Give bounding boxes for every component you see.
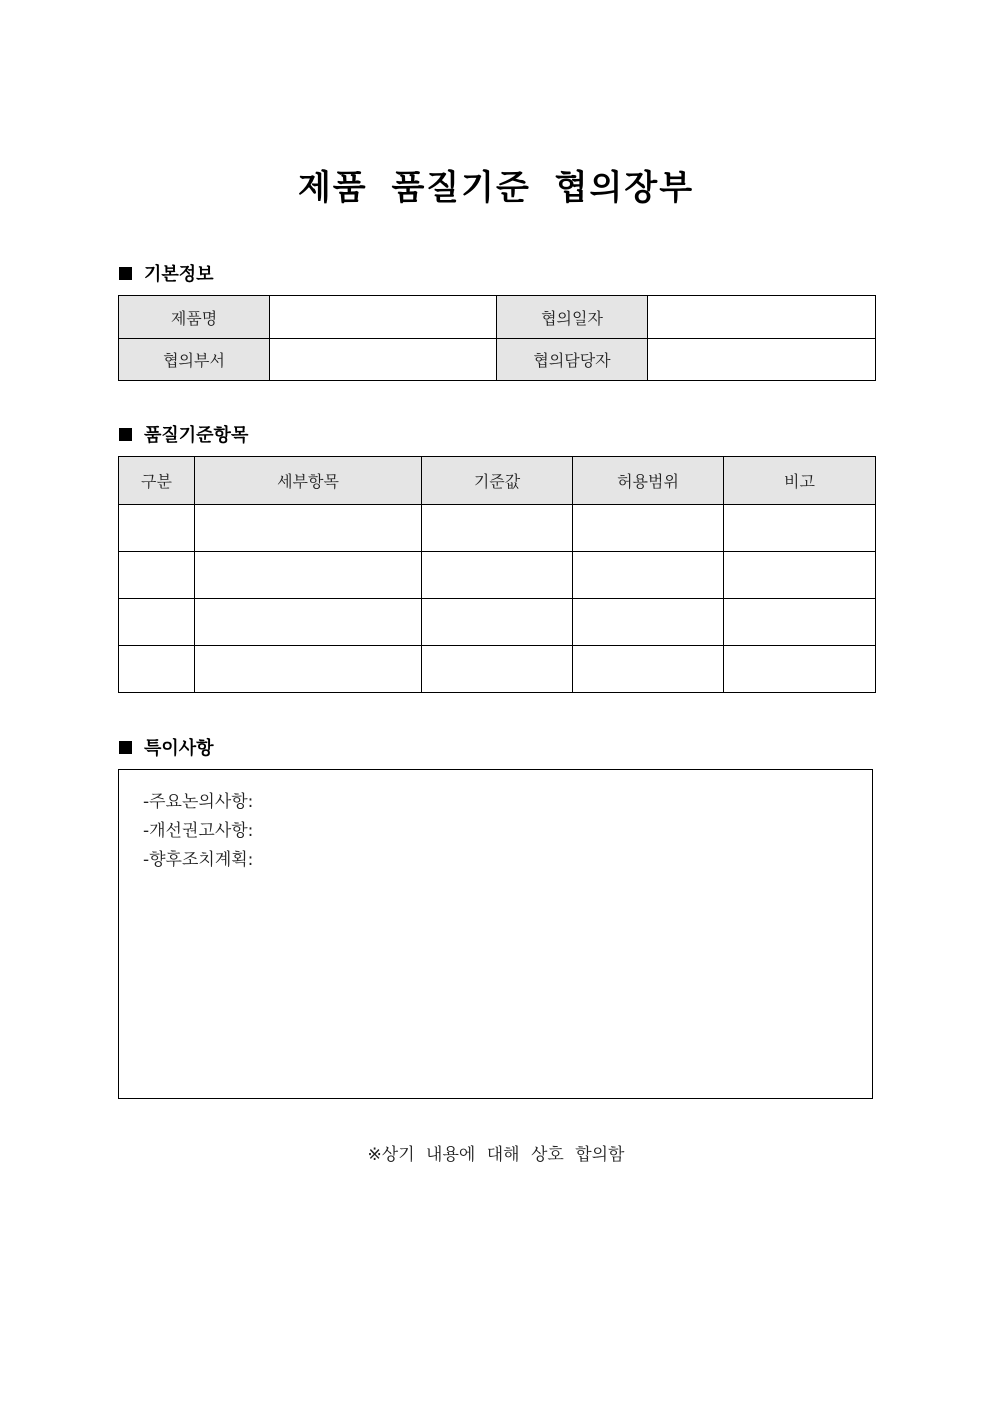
table-row — [119, 505, 876, 552]
document-title: 제품 품질기준 협의장부 — [297, 168, 695, 208]
table-row — [119, 339, 876, 381]
square-bullet-icon — [119, 267, 132, 280]
agreement-footer: ※상기 내용에 대해 상호 합의함 — [367, 1145, 625, 1165]
section-heading-remarks — [119, 734, 214, 760]
table-cell[interactable] — [724, 646, 876, 693]
section-heading-label: 특이사항 — [144, 738, 214, 759]
consult-manager-label: 협의담당자 — [497, 339, 648, 381]
table-cell[interactable] — [422, 552, 573, 599]
table-cell[interactable] — [119, 505, 195, 552]
table-cell[interactable] — [119, 646, 195, 693]
table-row — [119, 296, 876, 339]
table-cell[interactable] — [422, 599, 573, 646]
table-cell[interactable] — [195, 599, 422, 646]
table-cell[interactable] — [573, 599, 724, 646]
table-cell[interactable] — [724, 505, 876, 552]
table-header-row — [119, 457, 876, 505]
table-row — [119, 646, 876, 693]
table-row — [119, 552, 876, 599]
square-bullet-icon — [119, 741, 132, 754]
table-cell[interactable] — [573, 505, 724, 552]
table-cell[interactable] — [724, 599, 876, 646]
column-header-category: 구분 — [119, 457, 195, 505]
consult-manager-field[interactable] — [648, 339, 876, 381]
consult-date-field[interactable] — [648, 296, 876, 339]
product-name-field[interactable] — [270, 296, 497, 339]
table-cell[interactable] — [422, 505, 573, 552]
section-heading-label: 기본정보 — [144, 264, 214, 285]
consult-date-label: 협의일자 — [497, 296, 648, 339]
table-cell[interactable] — [119, 599, 195, 646]
table-cell[interactable] — [573, 552, 724, 599]
table-cell[interactable] — [422, 646, 573, 693]
table-cell[interactable] — [724, 552, 876, 599]
column-header-tolerance: 허용범위 — [573, 457, 724, 505]
table-row — [119, 599, 876, 646]
remarks-line-future-plan: -향후조치계획: — [143, 850, 254, 870]
consult-dept-field[interactable] — [270, 339, 497, 381]
section-heading-basic-info — [119, 260, 214, 286]
column-header-remarks: 비고 — [724, 457, 876, 505]
basic-info-table — [118, 295, 876, 381]
remarks-line-main-discussion: -주요논의사항: — [143, 792, 254, 812]
table-cell[interactable] — [195, 505, 422, 552]
quality-items-table — [118, 456, 876, 693]
remarks-line-improvement: -개선권고사항: — [143, 821, 254, 841]
column-header-standard-value: 기준값 — [422, 457, 573, 505]
square-bullet-icon — [119, 428, 132, 441]
table-cell[interactable] — [573, 646, 724, 693]
table-cell[interactable] — [119, 552, 195, 599]
table-cell[interactable] — [195, 552, 422, 599]
consult-dept-label: 협의부서 — [119, 339, 270, 381]
product-name-label: 제품명 — [119, 296, 270, 339]
column-header-detail-item: 세부항목 — [195, 457, 422, 505]
remarks-textarea[interactable] — [118, 769, 873, 1099]
section-heading-label: 품질기준항목 — [144, 425, 249, 446]
section-heading-quality-items — [119, 421, 248, 447]
table-cell[interactable] — [195, 646, 422, 693]
